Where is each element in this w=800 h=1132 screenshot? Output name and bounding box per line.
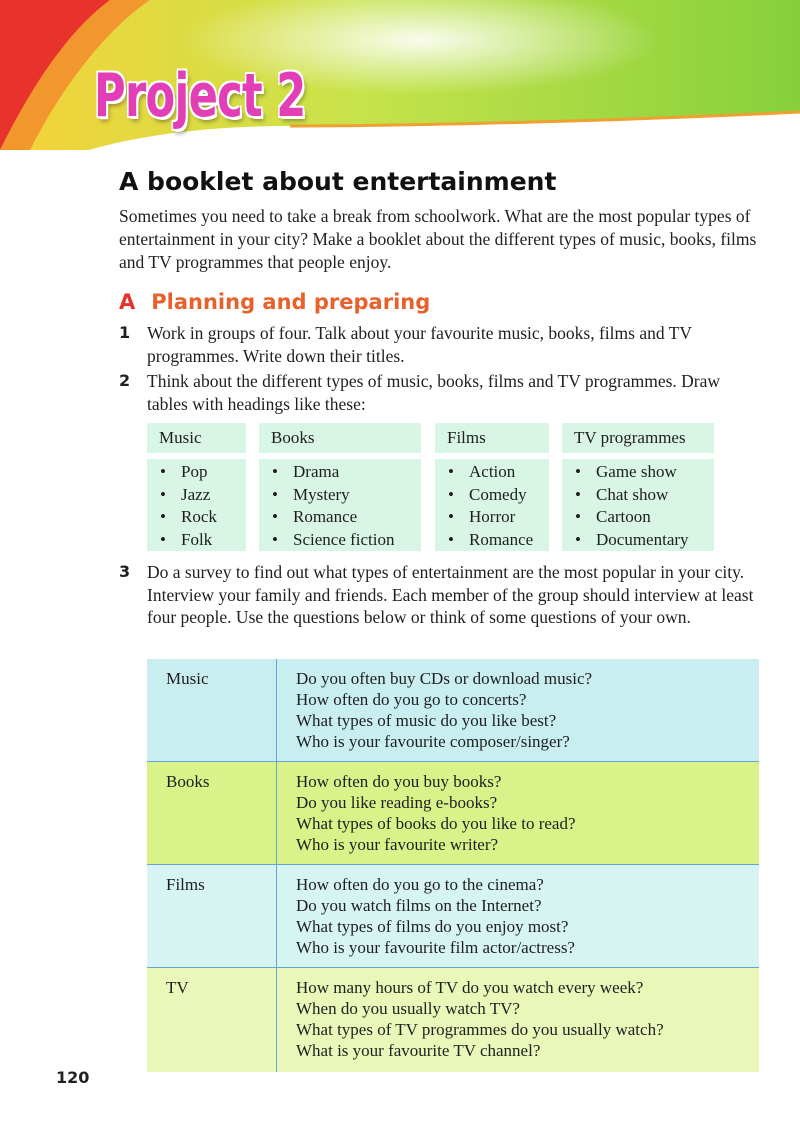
- category-heading: Books: [259, 423, 421, 453]
- step-text: Think about the different types of music, books, films and TV programmes. Draw tables with headings like these:: [147, 371, 721, 414]
- step-number: 2: [119, 371, 131, 390]
- question-item: Who is your favourite composer/singer?: [296, 732, 570, 751]
- section-letter: A: [119, 290, 136, 314]
- category-heading: TV programmes: [562, 423, 714, 453]
- question-category: Music: [166, 669, 209, 688]
- category-list: [435, 459, 549, 551]
- question-row-books: [147, 762, 759, 865]
- category-item: • Romance: [259, 506, 421, 529]
- category-list: [562, 459, 714, 551]
- column-divider: [276, 968, 277, 1072]
- question-item: What types of books do you like to read?: [296, 814, 576, 833]
- question-row-films: [147, 865, 759, 968]
- category-table-music: [147, 423, 246, 551]
- question-item: How often do you go to the cinema?: [296, 875, 544, 894]
- intro-paragraph: Sometimes you need to take a break from schoolwork. What are the most popular types of entertainment in your city? Make a booklet about the different types of music, books, films and TV programmes that people enjoy.: [119, 206, 757, 272]
- question-row-music: [147, 659, 759, 762]
- category-item: • Documentary: [562, 529, 714, 552]
- question-item: How often do you buy books?: [296, 772, 502, 791]
- category-item: • Action: [435, 461, 549, 484]
- category-item: • Folk: [147, 529, 246, 552]
- question-list: [296, 771, 576, 855]
- category-item: • Drama: [259, 461, 421, 484]
- question-item: Do you watch films on the Internet?: [296, 896, 542, 915]
- question-item: What types of music do you like best?: [296, 711, 557, 730]
- question-item: Who is your favourite writer?: [296, 835, 499, 854]
- category-heading: Films: [435, 423, 549, 453]
- category-item: • Pop: [147, 461, 246, 484]
- category-item: • Horror: [435, 506, 549, 529]
- column-divider: [276, 659, 277, 761]
- question-list: [296, 977, 664, 1061]
- question-item: Do you like reading e-books?: [296, 793, 498, 812]
- survey-questions-table: [147, 659, 759, 1072]
- step-text: Do a survey to find out what types of entertainment are the most popular in your city. Interview your family and friends. Each member of the group should interview at least four people. Use the questions below or think of some questions of your own.: [147, 562, 754, 627]
- question-item: Who is your favourite film actor/actress?: [296, 938, 575, 957]
- category-table-films: [435, 423, 549, 551]
- question-item: How often do you go to concerts?: [296, 690, 527, 709]
- section-heading-text: Planning and preparing: [151, 290, 431, 314]
- page-number: 120: [56, 1068, 90, 1087]
- category-list: [259, 459, 421, 551]
- category-item: • Game show: [562, 461, 714, 484]
- category-item: • Jazz: [147, 484, 246, 507]
- step-number: 3: [119, 562, 131, 581]
- category-item: • Mystery: [259, 484, 421, 507]
- category-item: • Science fiction: [259, 529, 421, 552]
- category-list: [147, 459, 246, 551]
- section-heading: [119, 288, 430, 316]
- question-item: What types of films do you enjoy most?: [296, 917, 569, 936]
- category-item: • Comedy: [435, 484, 549, 507]
- question-item: When do you usually watch TV?: [296, 999, 520, 1018]
- question-item: Do you often buy CDs or download music?: [296, 669, 593, 688]
- step-number: 1: [119, 323, 131, 342]
- question-item: What types of TV programmes do you usually watch?: [296, 1020, 664, 1039]
- question-row-tv: [147, 968, 759, 1072]
- category-item: • Rock: [147, 506, 246, 529]
- question-item: How many hours of TV do you watch every week?: [296, 978, 644, 997]
- step-text: Work in groups of four. Talk about your favourite music, books, films and TV programmes. Write down their titles.: [147, 323, 692, 366]
- category-table-tv: [562, 423, 714, 551]
- category-heading: Music: [147, 423, 246, 453]
- question-category: Films: [166, 875, 205, 894]
- project-title: Project 2: [94, 61, 306, 131]
- category-item: • Chat show: [562, 484, 714, 507]
- category-item: • Cartoon: [562, 506, 714, 529]
- question-item: What is your favourite TV channel?: [296, 1041, 541, 1060]
- column-divider: [276, 762, 277, 864]
- question-list: [296, 874, 575, 958]
- question-list: [296, 668, 592, 752]
- category-item: • Romance: [435, 529, 549, 552]
- question-category: TV: [166, 978, 189, 997]
- page-title: A booklet about entertainment: [119, 167, 557, 196]
- column-divider: [276, 865, 277, 967]
- category-table-books: [259, 423, 421, 551]
- question-category: Books: [166, 772, 210, 791]
